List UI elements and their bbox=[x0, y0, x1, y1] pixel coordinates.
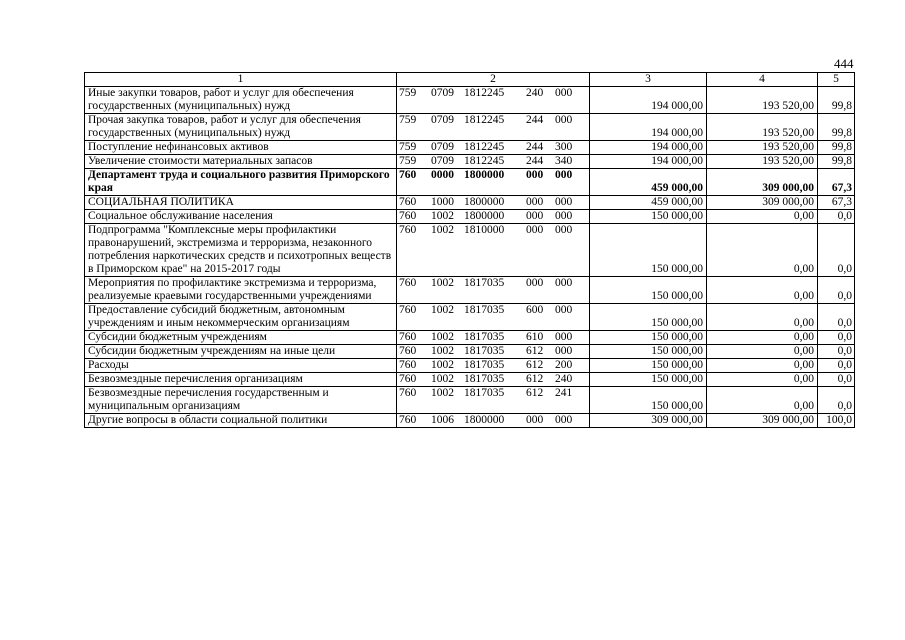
page-number: 444 bbox=[834, 56, 854, 71]
budget-table-body bbox=[85, 73, 855, 428]
code-kosgu: 000 bbox=[555, 114, 573, 126]
table-row bbox=[85, 331, 855, 345]
row-percent: 0,0 bbox=[818, 304, 855, 331]
table-row bbox=[85, 224, 855, 277]
code-target-article: 1817035 bbox=[464, 277, 505, 289]
row-plan-amount: 309 000,00 bbox=[590, 414, 707, 428]
row-plan-amount: 194 000,00 bbox=[590, 141, 707, 155]
code-target-article: 1800000 bbox=[464, 414, 505, 426]
table-row bbox=[85, 210, 855, 224]
code-ved: 760 bbox=[399, 345, 417, 357]
row-name: Увеличение стоимости материальных запасов bbox=[85, 155, 397, 169]
code-kosgu: 000 bbox=[555, 414, 573, 426]
table-row bbox=[85, 304, 855, 331]
table-row bbox=[85, 114, 855, 141]
code-expense-type: 000 bbox=[526, 169, 544, 181]
code-ved: 760 bbox=[399, 373, 417, 385]
row-percent: 0,0 bbox=[818, 387, 855, 414]
code-ved: 760 bbox=[399, 224, 417, 236]
code-kosgu: 000 bbox=[555, 277, 573, 289]
code-kosgu: 000 bbox=[555, 210, 573, 222]
row-actual-amount: 0,00 bbox=[707, 345, 818, 359]
row-name: Безвозмездные перечисления государственным и муниципальным организациям bbox=[85, 387, 397, 414]
row-code bbox=[397, 345, 590, 359]
code-kosgu: 300 bbox=[555, 141, 573, 153]
code-section: 1002 bbox=[431, 359, 454, 371]
code-section: 1002 bbox=[431, 387, 454, 399]
column-header-row bbox=[85, 73, 855, 87]
row-plan-amount: 150 000,00 bbox=[590, 387, 707, 414]
row-plan-amount: 194 000,00 bbox=[590, 155, 707, 169]
code-section: 0709 bbox=[431, 114, 454, 126]
table-row bbox=[85, 87, 855, 114]
row-plan-amount: 459 000,00 bbox=[590, 169, 707, 196]
code-target-article: 1812245 bbox=[464, 87, 505, 99]
row-code bbox=[397, 277, 590, 304]
row-plan-amount: 150 000,00 bbox=[590, 359, 707, 373]
code-target-article: 1812245 bbox=[464, 155, 505, 167]
row-percent: 67,3 bbox=[818, 196, 855, 210]
row-percent: 0,0 bbox=[818, 210, 855, 224]
row-plan-amount: 150 000,00 bbox=[590, 331, 707, 345]
code-target-article: 1817035 bbox=[464, 345, 505, 357]
code-kosgu: 000 bbox=[555, 196, 573, 208]
row-code bbox=[397, 210, 590, 224]
row-actual-amount: 193 520,00 bbox=[707, 114, 818, 141]
row-percent: 0,0 bbox=[818, 345, 855, 359]
row-code bbox=[397, 196, 590, 210]
row-code bbox=[397, 304, 590, 331]
row-code bbox=[397, 169, 590, 196]
row-percent: 0,0 bbox=[818, 277, 855, 304]
code-kosgu: 240 bbox=[555, 373, 573, 385]
code-target-article: 1817035 bbox=[464, 373, 505, 385]
code-section: 1002 bbox=[431, 345, 454, 357]
row-actual-amount: 0,00 bbox=[707, 210, 818, 224]
code-ved: 760 bbox=[399, 277, 417, 289]
column-header-1: 1 bbox=[85, 73, 397, 87]
code-ved: 759 bbox=[399, 141, 417, 153]
code-section: 1002 bbox=[431, 210, 454, 222]
row-name: Другие вопросы в области социальной политики bbox=[85, 414, 397, 428]
column-header-4: 4 bbox=[707, 73, 818, 87]
row-plan-amount: 150 000,00 bbox=[590, 304, 707, 331]
row-name: СОЦИАЛЬНАЯ ПОЛИТИКА bbox=[85, 196, 397, 210]
code-ved: 760 bbox=[399, 196, 417, 208]
code-kosgu: 000 bbox=[555, 331, 573, 343]
code-kosgu: 000 bbox=[555, 304, 573, 316]
row-name: Мероприятия по профилактике экстремизма и терроризма, реализуемые краевыми государственными учреждениями bbox=[85, 277, 397, 304]
row-actual-amount: 0,00 bbox=[707, 387, 818, 414]
code-target-article: 1812245 bbox=[464, 114, 505, 126]
table-row bbox=[85, 169, 855, 196]
row-percent: 99,8 bbox=[818, 114, 855, 141]
table-row bbox=[85, 414, 855, 428]
row-name: Подпрограмма "Комплексные меры профилактики правонарушений, экстремизма и терроризма, незаконного потребления наркотических средств и психотропных веществ в Приморском крае" на 2015-2017 годы bbox=[85, 224, 397, 277]
row-plan-amount: 150 000,00 bbox=[590, 224, 707, 277]
code-expense-type: 240 bbox=[526, 87, 544, 99]
row-code bbox=[397, 87, 590, 114]
code-target-article: 1817035 bbox=[464, 304, 505, 316]
code-kosgu: 200 bbox=[555, 359, 573, 371]
code-section: 1002 bbox=[431, 277, 454, 289]
row-name: Социальное обслуживание населения bbox=[85, 210, 397, 224]
code-target-article: 1810000 bbox=[464, 224, 505, 236]
code-ved: 760 bbox=[399, 359, 417, 371]
column-header-5: 5 bbox=[818, 73, 855, 87]
table-row bbox=[85, 155, 855, 169]
row-percent: 99,8 bbox=[818, 155, 855, 169]
row-plan-amount: 459 000,00 bbox=[590, 196, 707, 210]
code-expense-type: 610 bbox=[526, 331, 544, 343]
table-row bbox=[85, 345, 855, 359]
code-ved: 759 bbox=[399, 87, 417, 99]
code-target-article: 1800000 bbox=[464, 196, 505, 208]
row-percent: 0,0 bbox=[818, 224, 855, 277]
code-expense-type: 612 bbox=[526, 345, 544, 357]
row-name: Иные закупки товаров, работ и услуг для обеспечения государственных (муниципальных) нужд bbox=[85, 87, 397, 114]
column-header-2: 2 bbox=[397, 73, 590, 87]
row-name: Субсидии бюджетным учреждениям на иные цели bbox=[85, 345, 397, 359]
code-kosgu: 000 bbox=[555, 169, 573, 181]
row-actual-amount: 309 000,00 bbox=[707, 169, 818, 196]
row-name: Прочая закупка товаров, работ и услуг для обеспечения государственных (муниципальных) нужд bbox=[85, 114, 397, 141]
code-expense-type: 612 bbox=[526, 373, 544, 385]
row-code bbox=[397, 373, 590, 387]
code-section: 0709 bbox=[431, 141, 454, 153]
table-row bbox=[85, 141, 855, 155]
row-plan-amount: 150 000,00 bbox=[590, 345, 707, 359]
row-name: Расходы bbox=[85, 359, 397, 373]
table-row bbox=[85, 359, 855, 373]
code-kosgu: 340 bbox=[555, 155, 573, 167]
row-code bbox=[397, 224, 590, 277]
row-code bbox=[397, 331, 590, 345]
code-expense-type: 244 bbox=[526, 141, 544, 153]
row-code bbox=[397, 141, 590, 155]
code-target-article: 1812245 bbox=[464, 141, 505, 153]
code-expense-type: 600 bbox=[526, 304, 544, 316]
row-plan-amount: 150 000,00 bbox=[590, 210, 707, 224]
code-expense-type: 000 bbox=[526, 210, 544, 222]
row-code bbox=[397, 155, 590, 169]
code-expense-type: 000 bbox=[526, 414, 544, 426]
code-section: 1002 bbox=[431, 304, 454, 316]
code-section: 0000 bbox=[431, 169, 454, 181]
row-code bbox=[397, 114, 590, 141]
budget-table bbox=[84, 72, 855, 428]
row-actual-amount: 0,00 bbox=[707, 359, 818, 373]
code-ved: 760 bbox=[399, 414, 417, 426]
code-ved: 760 bbox=[399, 331, 417, 343]
row-plan-amount: 150 000,00 bbox=[590, 277, 707, 304]
code-ved: 759 bbox=[399, 155, 417, 167]
row-percent: 0,0 bbox=[818, 373, 855, 387]
code-expense-type: 244 bbox=[526, 155, 544, 167]
row-percent: 99,8 bbox=[818, 87, 855, 114]
row-percent: 0,0 bbox=[818, 359, 855, 373]
code-expense-type: 000 bbox=[526, 277, 544, 289]
row-actual-amount: 0,00 bbox=[707, 331, 818, 345]
code-expense-type: 000 bbox=[526, 224, 544, 236]
row-code bbox=[397, 359, 590, 373]
row-actual-amount: 309 000,00 bbox=[707, 414, 818, 428]
row-name: Субсидии бюджетным учреждениям bbox=[85, 331, 397, 345]
row-actual-amount: 0,00 bbox=[707, 224, 818, 277]
row-actual-amount: 193 520,00 bbox=[707, 141, 818, 155]
code-section: 1000 bbox=[431, 196, 454, 208]
row-plan-amount: 194 000,00 bbox=[590, 114, 707, 141]
code-kosgu: 000 bbox=[555, 224, 573, 236]
code-ved: 760 bbox=[399, 169, 417, 181]
code-section: 1002 bbox=[431, 331, 454, 343]
row-code bbox=[397, 387, 590, 414]
row-name: Безвозмездные перечисления организациям bbox=[85, 373, 397, 387]
row-actual-amount: 193 520,00 bbox=[707, 155, 818, 169]
row-code bbox=[397, 414, 590, 428]
row-name: Департамент труда и социального развития Приморского края bbox=[85, 169, 397, 196]
column-header-3: 3 bbox=[590, 73, 707, 87]
row-plan-amount: 150 000,00 bbox=[590, 373, 707, 387]
table-row bbox=[85, 277, 855, 304]
code-expense-type: 612 bbox=[526, 387, 544, 399]
row-percent: 100,0 bbox=[818, 414, 855, 428]
code-section: 1002 bbox=[431, 224, 454, 236]
code-kosgu: 000 bbox=[555, 345, 573, 357]
code-ved: 760 bbox=[399, 210, 417, 222]
code-section: 0709 bbox=[431, 155, 454, 167]
code-section: 0709 bbox=[431, 87, 454, 99]
table-row bbox=[85, 196, 855, 210]
code-kosgu: 000 bbox=[555, 87, 573, 99]
code-target-article: 1800000 bbox=[464, 169, 505, 181]
row-percent: 67,3 bbox=[818, 169, 855, 196]
row-actual-amount: 0,00 bbox=[707, 304, 818, 331]
row-actual-amount: 0,00 bbox=[707, 277, 818, 304]
code-ved: 760 bbox=[399, 304, 417, 316]
row-percent: 0,0 bbox=[818, 331, 855, 345]
row-percent: 99,8 bbox=[818, 141, 855, 155]
table-row bbox=[85, 387, 855, 414]
row-actual-amount: 0,00 bbox=[707, 373, 818, 387]
code-target-article: 1817035 bbox=[464, 331, 505, 343]
row-actual-amount: 193 520,00 bbox=[707, 87, 818, 114]
row-name: Предоставление субсидий бюджетным, автономным учреждениям и иным некоммерческим организациям bbox=[85, 304, 397, 331]
code-ved: 760 bbox=[399, 387, 417, 399]
code-target-article: 1817035 bbox=[464, 359, 505, 371]
row-plan-amount: 194 000,00 bbox=[590, 87, 707, 114]
row-actual-amount: 309 000,00 bbox=[707, 196, 818, 210]
code-expense-type: 612 bbox=[526, 359, 544, 371]
code-kosgu: 241 bbox=[555, 387, 573, 399]
code-section: 1002 bbox=[431, 373, 454, 385]
code-ved: 759 bbox=[399, 114, 417, 126]
row-name: Поступление нефинансовых активов bbox=[85, 141, 397, 155]
code-target-article: 1817035 bbox=[464, 387, 505, 399]
code-expense-type: 244 bbox=[526, 114, 544, 126]
code-expense-type: 000 bbox=[526, 196, 544, 208]
code-target-article: 1800000 bbox=[464, 210, 505, 222]
table-row bbox=[85, 373, 855, 387]
code-section: 1006 bbox=[431, 414, 454, 426]
